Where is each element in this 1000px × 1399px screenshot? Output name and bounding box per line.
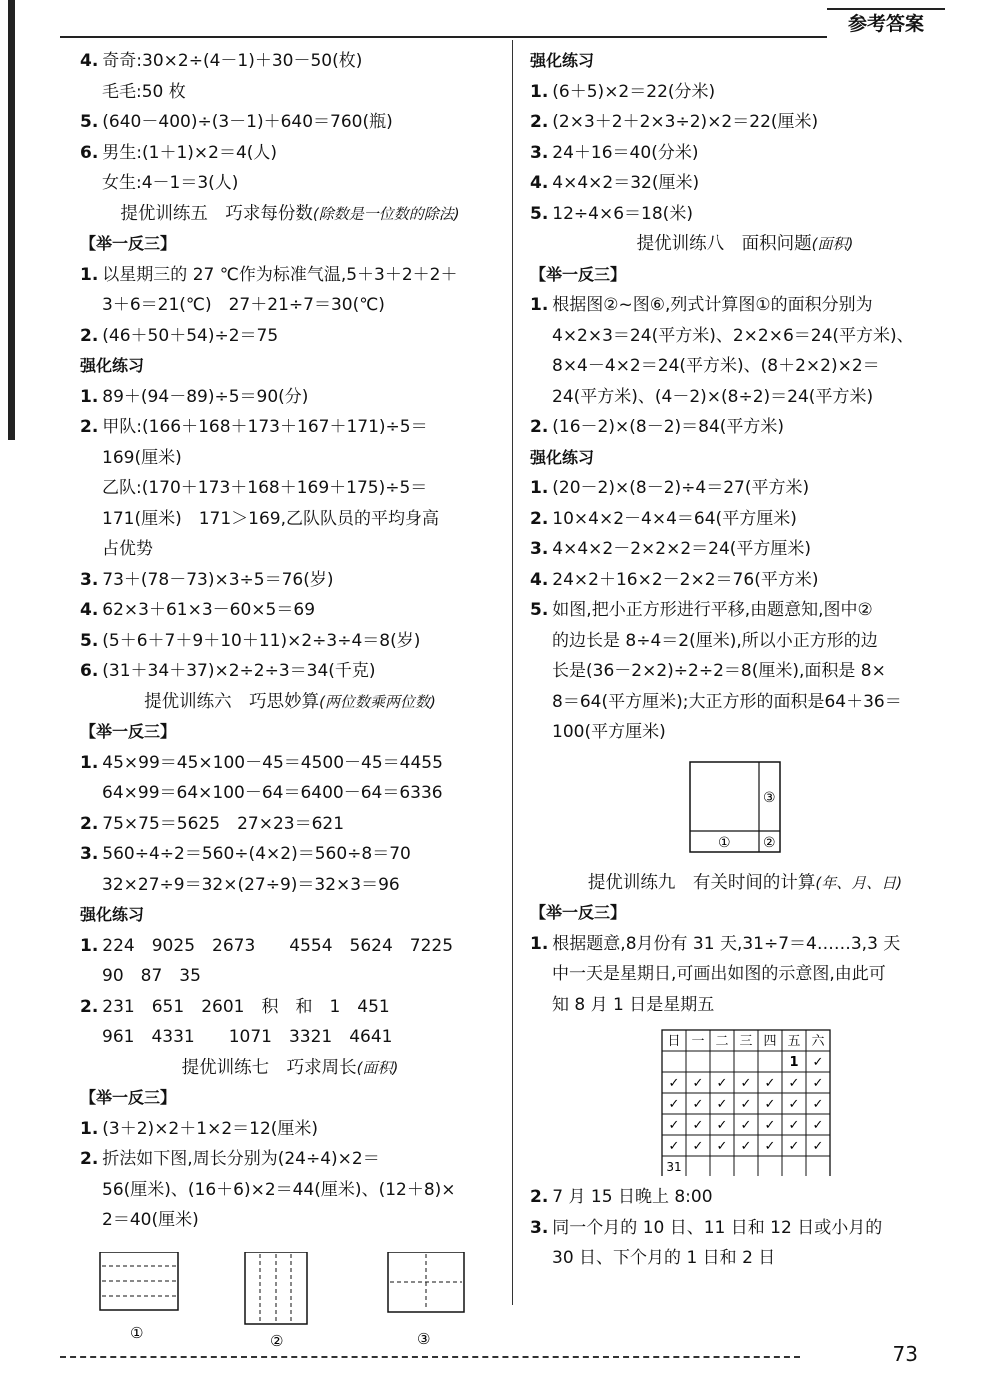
answer-continuation: 961 4331 1071 3321 4641 <box>102 1027 393 1047</box>
answer-text: (6＋5)×2＝22(分米) <box>552 81 716 102</box>
answer-continuation: 女生:4－1＝3(人) <box>102 173 239 193</box>
item-number: 2. <box>80 1149 99 1169</box>
calendar-check: ✓ <box>740 1139 752 1154</box>
item-number: 2. <box>80 417 99 437</box>
calendar-check: ✓ <box>716 1139 728 1154</box>
item-number: 2. <box>530 1187 549 1207</box>
item-number: 1. <box>80 1118 99 1139</box>
calendar-check: ✓ <box>812 1055 824 1070</box>
section-heading: 强化练习 <box>530 51 595 70</box>
item-number: 2. <box>80 325 99 346</box>
calendar-weekday: 五 <box>787 1034 801 1049</box>
calendar-check: ✓ <box>812 1118 824 1133</box>
square-label-2: ② <box>763 834 776 851</box>
answer-line <box>80 565 500 596</box>
answer-continuation: 8×4－4×2＝24(平方米)、(8＋2×2)×2＝ <box>552 356 880 376</box>
answer-continuation: 100(平方厘米) <box>552 722 666 742</box>
calendar-check: ✓ <box>692 1118 704 1133</box>
answer-text: 甲队:(166＋168＋173＋167＋171)÷5＝ <box>102 417 428 437</box>
answer-line <box>530 534 960 565</box>
answer-line <box>80 1114 500 1145</box>
answer-line <box>80 412 500 443</box>
section-heading: 强化练习 <box>530 447 595 467</box>
answer-line <box>530 929 960 960</box>
item-number: 1. <box>80 264 99 285</box>
fold-label-2: ② <box>270 1331 284 1350</box>
calendar-weekday: 一 <box>691 1034 705 1049</box>
item-number: 4. <box>80 600 99 620</box>
answer-continuation: 8＝64(平方厘米);大正方形的面积是64＋36＝ <box>552 691 902 712</box>
right-column <box>530 46 960 1274</box>
calendar-check: ✓ <box>668 1139 680 1154</box>
answer-line <box>530 504 960 535</box>
answer-continuation: 32×27÷9＝32×(27÷9)＝32×3＝96 <box>102 874 400 895</box>
answer-line <box>80 809 500 840</box>
answer-text: 75×75＝5625 27×23＝621 <box>102 813 345 834</box>
training-title-main: 提优训练六 巧思妙算 <box>144 691 320 712</box>
calendar-check: ✓ <box>740 1118 752 1133</box>
section-heading: 【举一反三】 <box>80 722 177 741</box>
answer-text: 7 月 15 日晚上 8:00 <box>552 1187 713 1207</box>
calendar-check: ✓ <box>812 1076 824 1091</box>
calendar-weekday: 二 <box>715 1034 729 1049</box>
answer-line <box>80 321 500 352</box>
training-title-main: 提优训练八 面积问题 <box>636 234 812 254</box>
answer-line <box>80 748 500 779</box>
calendar-check: ✓ <box>668 1118 680 1133</box>
calendar-check: ✓ <box>764 1139 776 1154</box>
calendar-check: ✓ <box>692 1076 704 1091</box>
answer-continuation: 4×2×3＝24(平方米)、2×2×6＝24(平方米)、 <box>552 325 914 346</box>
item-number: 6. <box>80 142 99 163</box>
answer-line <box>530 1182 960 1213</box>
calendar-check: ✓ <box>692 1097 704 1112</box>
answer-line <box>530 138 960 169</box>
answer-continuation: 90 87 35 <box>102 966 201 986</box>
header-rule <box>60 36 945 38</box>
answer-text: 89＋(94－89)÷5＝90(分) <box>102 386 309 407</box>
answer-text: (20－2)×(8－2)÷4＝27(平方米) <box>552 478 810 498</box>
page-number: 73 <box>892 1342 918 1366</box>
answer-text: (3＋2)×2＋1×2＝12(厘米) <box>102 1118 319 1139</box>
answer-text: (640－400)÷(3－1)＋640＝760(瓶) <box>102 112 393 132</box>
answer-text: 4×4×2＝32(厘米) <box>552 173 700 193</box>
item-number: 4. <box>80 51 99 71</box>
item-number: 3. <box>530 142 549 163</box>
answer-continuation: 3＋6＝21(℃) 27＋21÷7＝30(℃) <box>102 295 385 315</box>
training-title <box>80 1053 500 1084</box>
footer-dashes <box>60 1356 800 1358</box>
answer-text: 奇奇:30×2÷(4－1)＋30－50(枚) <box>102 51 363 71</box>
square-figure <box>530 754 960 864</box>
item-number: 6. <box>80 661 99 681</box>
training-title <box>530 868 960 899</box>
item-number: 5. <box>530 600 549 620</box>
training-title-sub: (面积) <box>356 1058 399 1077</box>
left-lines <box>80 46 500 1236</box>
right-lines-c <box>530 1182 960 1274</box>
fold-figure-1 <box>100 1252 178 1342</box>
item-number: 1. <box>80 752 99 773</box>
answer-line <box>80 931 500 962</box>
answer-text: 根据题意,8月份有 31 天,31÷7＝4……3,3 天 <box>552 933 901 954</box>
answer-line <box>530 1213 960 1244</box>
calendar-day-1: 1 <box>789 1055 799 1070</box>
answer-continuation: 171(厘米) 171＞169,乙队队员的平均身高 <box>102 508 440 529</box>
answer-text: (46＋50＋54)÷2＝75 <box>102 325 279 346</box>
answer-text: (16－2)×(8－2)＝84(平方米) <box>552 417 785 437</box>
left-column <box>80 46 500 1352</box>
answer-line <box>80 1144 500 1175</box>
answer-line <box>530 77 960 108</box>
binding-edge <box>8 0 15 440</box>
answer-text: 224 9025 2673 4554 5624 7225 <box>102 935 454 956</box>
answer-line <box>530 565 960 596</box>
answer-text: (2×3＋2＋2×3÷2)×2＝22(厘米) <box>552 112 819 132</box>
header-label: 参考答案 <box>827 8 945 38</box>
section-heading: 【举一反三】 <box>530 264 627 284</box>
answer-line <box>80 626 500 657</box>
training-title-main: 提优训练五 巧求每份数 <box>120 203 313 224</box>
fold-label-3: ③ <box>417 1329 431 1348</box>
calendar-check: ✓ <box>692 1139 704 1154</box>
answer-text: (31＋34＋37)×2÷2÷3＝34(千克) <box>102 661 376 681</box>
fold-figure-2 <box>245 1252 307 1350</box>
square-label-3: ③ <box>763 789 776 806</box>
answer-continuation: 64×99＝64×100－64＝6400－64＝6336 <box>102 783 443 803</box>
calendar-check: ✓ <box>740 1097 752 1112</box>
calendar-weekday: 三 <box>739 1034 753 1049</box>
training-title <box>80 199 500 230</box>
answer-text: 男生:(1＋1)×2＝4(人) <box>102 142 278 163</box>
answer-line <box>80 839 500 870</box>
item-number: 3. <box>80 569 99 590</box>
item-number: 2. <box>530 112 549 132</box>
calendar-check: ✓ <box>740 1076 752 1091</box>
answer-continuation: 长是(36－2×2)÷2÷2＝8(厘米),面积是 8× <box>552 661 886 681</box>
item-number: 4. <box>530 569 549 590</box>
answer-line <box>80 595 500 626</box>
answer-text: 231 651 2601 积 和 1 451 <box>102 996 390 1017</box>
answer-continuation: 169(厘米) <box>102 447 182 468</box>
item-number: 1. <box>530 478 549 498</box>
answer-line <box>80 260 500 291</box>
answer-text: 折法如下图,周长分别为(24÷4)×2＝ <box>102 1149 380 1169</box>
answer-line <box>530 168 960 199</box>
answer-line <box>80 138 500 169</box>
answer-text: 如图,把小正方形进行平移,由题意知,图中② <box>552 600 873 620</box>
right-lines-a <box>530 46 960 748</box>
calendar-check: ✓ <box>716 1118 728 1133</box>
item-number: 1. <box>530 295 549 315</box>
item-number: 2. <box>80 813 99 834</box>
calendar-figure <box>530 1026 960 1176</box>
calendar-check: ✓ <box>788 1076 800 1091</box>
fold-label-1: ① <box>130 1323 144 1342</box>
answer-line <box>530 199 960 230</box>
answer-text: 4×4×2－2×2×2＝24(平方厘米) <box>552 539 812 559</box>
answer-line <box>80 46 500 77</box>
calendar-check: ✓ <box>716 1097 728 1112</box>
item-number: 2. <box>530 508 549 529</box>
fold-figures <box>80 1252 500 1352</box>
item-number: 4. <box>530 173 549 193</box>
fold-figure-3 <box>388 1252 464 1348</box>
training-title <box>80 687 500 718</box>
answer-continuation: 2＝40(厘米) <box>102 1210 199 1230</box>
calendar-check: ✓ <box>668 1097 680 1112</box>
answer-continuation: 30 日、下个月的 1 日和 2 日 <box>552 1248 776 1268</box>
answer-line <box>80 992 500 1023</box>
answer-text: 12÷4×6＝18(米) <box>552 203 693 224</box>
section-heading: 强化练习 <box>80 905 145 924</box>
calendar-day-31: 31 <box>666 1160 682 1174</box>
answer-text: 560÷4÷2＝560÷(4×2)＝560÷8＝70 <box>102 844 411 864</box>
training-title-sub: (面积) <box>811 235 854 253</box>
calendar-check: ✓ <box>812 1097 824 1112</box>
answer-text: 根据图②~图⑥,列式计算图①的面积分别为 <box>552 295 873 315</box>
item-number: 1. <box>530 933 549 954</box>
item-number: 5. <box>80 112 99 132</box>
calendar-weekday: 四 <box>763 1034 777 1049</box>
training-title-main: 提优训练九 有关时间的计算 <box>587 872 816 893</box>
calendar-check: ✓ <box>764 1097 776 1112</box>
answer-text: 24＋16＝40(分米) <box>552 142 699 163</box>
answer-continuation: 中一天是星期日,可画出如图的示意图,由此可 <box>552 964 886 984</box>
item-number: 3. <box>80 844 99 864</box>
calendar-check: ✓ <box>812 1139 824 1154</box>
right-lines-b <box>530 868 960 1021</box>
training-title-sub: (年、月、日) <box>815 873 903 892</box>
answer-text: 以星期三的 27 ℃作为标准气温,5＋3＋2＋2＋ <box>102 264 458 285</box>
answer-text: 73＋(78－73)×3÷5＝76(岁) <box>102 569 334 590</box>
item-number: 2. <box>80 996 99 1017</box>
answer-line <box>530 290 960 321</box>
item-number: 3. <box>530 539 549 559</box>
section-heading: 【举一反三】 <box>80 234 177 253</box>
calendar-check: ✓ <box>788 1118 800 1133</box>
answer-continuation: 占优势 <box>102 539 153 559</box>
training-title <box>530 229 960 260</box>
answer-line <box>530 412 960 443</box>
section-heading: 【举一反三】 <box>530 903 627 922</box>
answer-text: 同一个月的 10 日、11 日和 12 日或小月的 <box>552 1217 883 1238</box>
calendar-check: ✓ <box>788 1097 800 1112</box>
section-heading: 【举一反三】 <box>80 1088 177 1107</box>
calendar-weekday: 日 <box>667 1034 681 1049</box>
square-label-1: ① <box>718 834 731 851</box>
calendar-check: ✓ <box>764 1076 776 1091</box>
answer-line <box>80 382 500 413</box>
answer-line <box>530 107 960 138</box>
answer-line <box>530 595 960 626</box>
answer-text: 45×99＝45×100－45＝4500－45＝4455 <box>102 752 443 773</box>
calendar-check: ✓ <box>788 1139 800 1154</box>
item-number: 5. <box>530 203 549 224</box>
answer-continuation: 24(平方米)、(4－2)×(8÷2)＝24(平方米) <box>552 386 874 407</box>
item-number: 1. <box>80 386 99 407</box>
answer-text: 10×4×2－4×4＝64(平方厘米) <box>552 508 797 529</box>
item-number: 1. <box>80 935 99 956</box>
section-heading: 强化练习 <box>80 356 145 375</box>
answer-text: (5＋6＋7＋9＋10＋11)×2÷3÷4＝8(岁) <box>102 630 421 651</box>
answer-text: 24×2＋16×2－2×2＝76(平方米) <box>552 569 819 590</box>
calendar-check: ✓ <box>764 1118 776 1133</box>
training-title-sub: (除数是一位数的除法) <box>312 204 460 223</box>
column-divider <box>512 40 513 1305</box>
answer-continuation: 的边长是 8÷4＝2(厘米),所以小正方形的边 <box>552 630 878 651</box>
item-number: 1. <box>530 81 549 102</box>
calendar-weekday: 六 <box>811 1034 825 1049</box>
answer-continuation: 56(厘米)、(16＋6)×2＝44(厘米)、(12＋8)× <box>102 1179 456 1200</box>
item-number: 2. <box>530 417 549 437</box>
answer-continuation: 乙队:(170＋173＋168＋169＋175)÷5＝ <box>102 478 428 498</box>
item-number: 5. <box>80 630 99 651</box>
answer-line <box>530 473 960 504</box>
training-title-main: 提优训练七 巧求周长 <box>181 1057 357 1078</box>
answer-continuation: 知 8 月 1 日是星期五 <box>552 994 715 1015</box>
answer-continuation: 毛毛:50 枚 <box>102 81 186 102</box>
item-number: 3. <box>530 1217 549 1238</box>
calendar-check: ✓ <box>716 1076 728 1091</box>
answer-line <box>80 107 500 138</box>
answer-text: 62×3＋61×3－60×5＝69 <box>102 600 316 620</box>
calendar-check: ✓ <box>668 1076 680 1091</box>
answer-line <box>80 656 500 687</box>
training-title-sub: (两位数乘两位数) <box>319 692 436 711</box>
